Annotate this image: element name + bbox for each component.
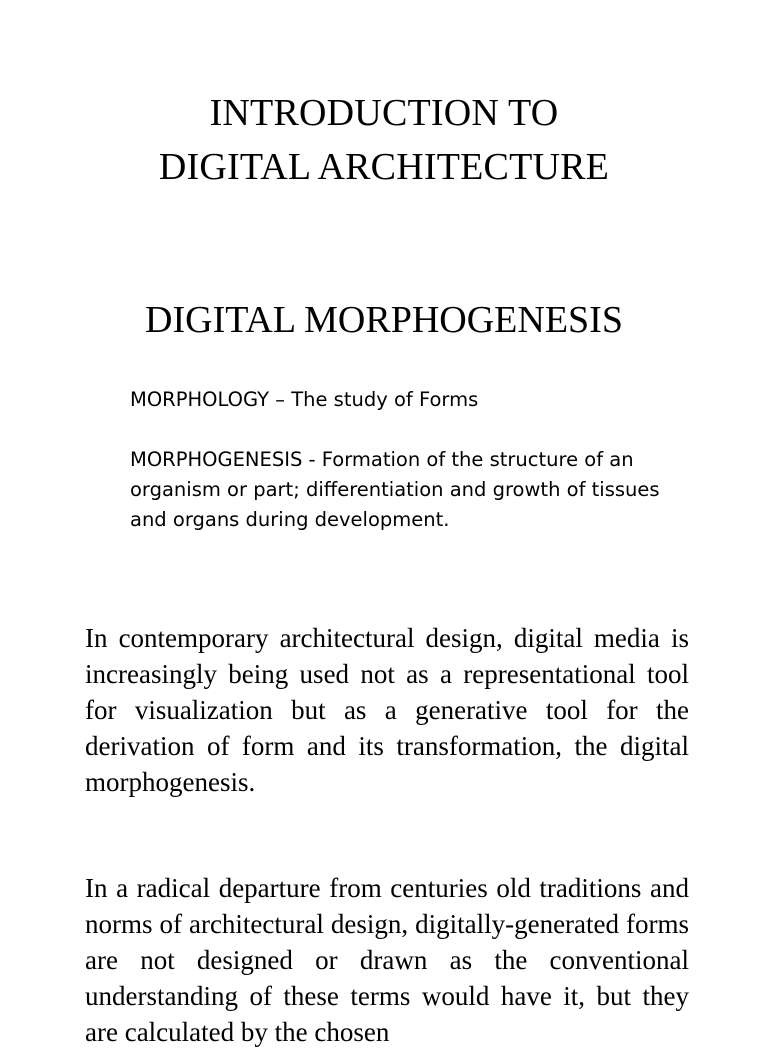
- title-line-2: DIGITAL ARCHITECTURE: [158, 146, 610, 188]
- section-heading: DIGITAL MORPHOGENESIS: [145, 299, 623, 341]
- definition-morphogenesis: MORPHOGENESIS - Formation of the structure of an organism or part; differentiation and growth of tissues and organs during development.: [130, 448, 660, 531]
- title-line-1: INTRODUCTION TO: [209, 92, 559, 134]
- spacer: [130, 415, 670, 445]
- page-title: [0, 86, 768, 194]
- body-paragraph-1: In contemporary architectural design, digital media is increasingly being used not as a representational tool for visualization but as a generative tool for the derivation of form and its transformation, the digital morphogenesis.: [85, 623, 689, 797]
- definition-morphology: MORPHOLOGY – The study of Forms: [130, 388, 479, 411]
- definitions-block: [130, 385, 670, 535]
- body-paragraph-2: In a radical departure from centuries old traditions and norms of architectural design, digitally-generated forms are not designed or drawn as the conventional understanding of these terms would have it, but they are calculated by the chosen: [85, 873, 689, 1047]
